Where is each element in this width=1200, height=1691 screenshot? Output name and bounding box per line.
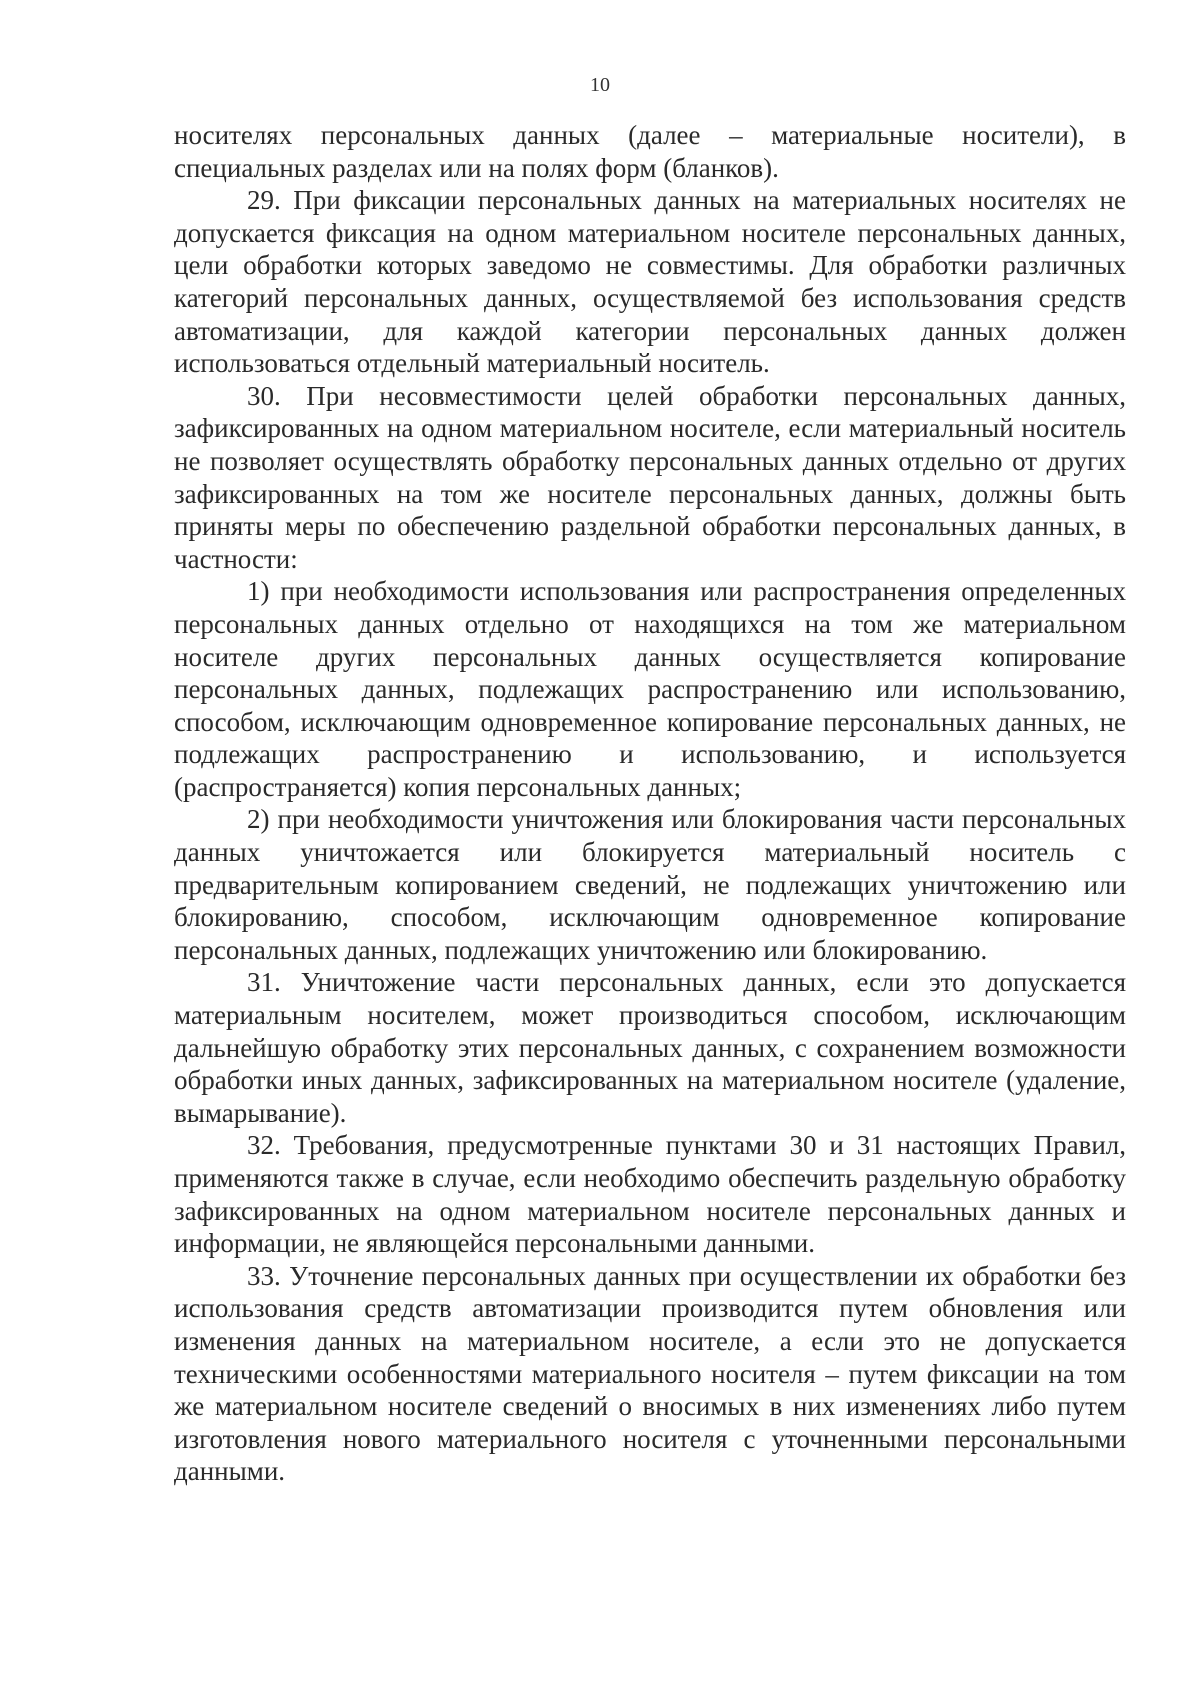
paragraph-32: 32. Требования, предусмотренные пунктами 30 и 31 настоящих Правил, применяются также в случае, если необходимо обеспечить раздельную обработку зафиксированных на одном материальном носителе персональных данных и информации, не являющейся персональными данными. (174, 1130, 1126, 1259)
paragraph-30: 30. При несовместимости целей обработки персональных данных, зафиксированных на одном материальном носителе, если материальный носитель не позволяет осуществлять обработку персональных данных отдельно от других зафиксированных на том же носителе персональных данных, должны быть приняты меры по обеспечению раздельной обработки персональных данных, в частности: (174, 380, 1126, 574)
paragraph-continuation: носителях персональных данных (далее – материальные носители), в специальных разделах или на полях форм (бланков). (174, 120, 1126, 183)
paragraph-31: 31. Уничтожение части персональных данных, если это допускается материальным носителем, может производиться способом, исключающим дальнейшую обработку этих персональных данных, с сохранением возможности обработки иных данных, зафиксированных на материальном носителе (удаление, вымарывание). (174, 967, 1126, 1128)
paragraph-33: 33. Уточнение персональных данных при осуществлении их обработки без использования средств автоматизации производится путем обновления или изменения данных на материальном носителе, а если это не допускается техническими особенностями материального носителя – путем фиксации на том же материальном носителе сведений о вносимых в них изменениях либо путем изготовления нового материального носителя с уточненными персональными данными. (174, 1260, 1126, 1487)
page-number: 10 (590, 74, 610, 96)
paragraph-30-item-2: 2) при необходимости уничтожения или блокирования части персональных данных уничтожается или блокируется материальный носитель с предварительным копированием сведений, не подлежащих уничтожению или блокированию, способом, исключающим одновременное копирование персональных данных, подлежащих уничтожению или блокированию. (174, 804, 1126, 965)
paragraph-30-item-1: 1) при необходимости использования или распространения определенных персональных данных отдельно от находящихся на том же материальном носителе других персональных данных осуществляется копирование персональных данных, подлежащих распространению или использованию, способом, исключающим одновременное копирование персональных данных, не подлежащих распространению и использованию, и используется (распространяется) копия персональных данных; (174, 576, 1126, 802)
paragraph-29: 29. При фиксации персональных данных на материальных носителях не допускается фиксация на одном материальном носителе персональных данных, цели обработки которых заведомо не совместимы. Для обработки различных категорий персональных данных, осуществляемой без использования средств автоматизации, для каждой категории персональных данных должен использоваться отдельный материальный носитель. (174, 185, 1126, 379)
document-body (174, 119, 1126, 1488)
